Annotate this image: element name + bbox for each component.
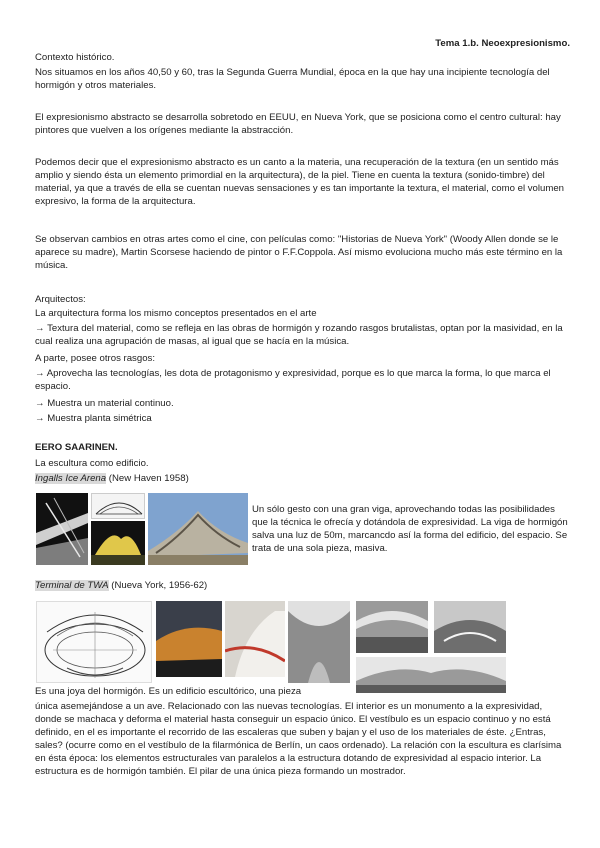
twa-interior-photo-2 — [288, 601, 350, 683]
twa-description-body: única asemejándose a un ave. Relacionado con las nuevas tecnologías. El interior es un monumento a la expresividad, donde se machaca y deforma el material hasta conseguir un espacio único. El vestíbulo es un espacio continuo y no está definido, en el es importante el recorrido de las escaleras que suben y bajan y el uso de los materiales de éste. ¿Entras, sales? (ocurre como en el vestíbulo de la filarmónica de Berlín, un caos ordenado). La relación con la escultura es clarísima en ésta época: los elementos estructurales van paralelos a la estructura dotando de expresividad al espacio interior. La estructura es de hormigón también. El pilar de una única pieza formando un mostrador. — [35, 701, 562, 777]
ingalls-drawing — [91, 493, 145, 519]
context-heading: Contexto histórico. — [35, 52, 115, 63]
twa-dusk-photo — [156, 601, 222, 677]
context-paragraph-1: Nos situamos en los años 40,50 y 60, tras la Segunda Guerra Mundial, época en la que hay una incipiente tecnología del hormigón y otros materiales. — [35, 67, 550, 91]
ingalls-name: Ingalls Ice Arena — [35, 473, 107, 484]
architects-line-5: → Muestra un material continuo. — [35, 398, 174, 409]
ingalls-title — [35, 472, 570, 485]
ingalls-description: Un sólo gesto con una gran viga, aprovechando todas las posibilidades que la técnica le ofrecía y dotándola de expresividad. La viga de hormigón salva una luz de 50m, marcancdo así la forma del edificio, del espacio. Se trata de una sola pieza, masiva. — [252, 504, 568, 554]
architects-heading: Arquitectos: — [35, 294, 86, 305]
ingalls-exterior-photo — [148, 493, 248, 565]
architects-line-3: A parte, posee otros rasgos: — [35, 353, 155, 364]
twa-interior-photo-3 — [356, 601, 428, 653]
ingalls-photo-interior — [36, 493, 88, 565]
architects-line-1: La arquitectura forma los mismo conceptos presentados en el arte — [35, 308, 317, 319]
ingalls-night-photo — [91, 521, 145, 565]
architects-line-6: → Muestra planta simétrica — [35, 413, 152, 424]
twa-title — [35, 579, 570, 592]
twa-exterior-panorama — [356, 657, 506, 693]
saarinen-subtitle: La escultura como edificio. — [35, 458, 149, 469]
twa-plan-drawing — [36, 601, 152, 683]
context-paragraph-2: El expresionismo abstracto se desarrolla sobretodo en EEUU, en Nueva York, que se posiciona como el centro cultural: hay pintores que vuelven a los orígenes mediante la abstracción. — [35, 112, 561, 136]
twa-name: Terminal de TWA — [35, 580, 109, 591]
architects-line-2: → Textura del material, como se refleja en las obras de hormigón y rozando rasgos brutalistas, optan por la masividad, en la cual realiza una agrupación de masas, al igual que se hacía en la música. — [35, 323, 563, 347]
context-paragraph-4: Se observan cambios en otras artes como el cine, con películas como: "Historias de Nueva York" (Woody Allen donde se le aparece su madre), Martin Scorsese haciendo de pintor o F.F.Coppola. Así mismo evoluciona mucho más este término en la música. — [35, 234, 563, 271]
twa-interior-photo-4 — [434, 601, 506, 653]
saarinen-name: EERO SAARINEN. — [35, 442, 118, 453]
twa-description-line-1: Es una joya del hormigón. Es un edificio escultórico, una pieza — [35, 686, 302, 697]
architects-line-4: → Aprovecha las tecnologías, les dota de protagonismo y expresividad, porque es lo que marca la forma, lo que marca el espacio. — [35, 368, 551, 392]
twa-place: (Nueva York, 1956-62) — [108, 580, 208, 591]
twa-interior-photo-1 — [225, 601, 285, 677]
page-header-title: Tema 1.b. Neoexpresionismo. — [435, 38, 570, 49]
context-paragraph-3: Podemos decir que el expresionismo abstracto es un canto a la materia, una recuperación de la textura (en un sentido más amplio y siendo ésta un elemento primordial en la arquitectura), de la piel. Tiene en cuenta la textura (sonido-timbre) del material, ya que a través de ella se cuentan nuevas sensaciones y es tan importante la textura, el material, como el volumen expresivo, la forma de la arquitectura. — [35, 157, 565, 207]
ingalls-place: (New Haven 1958) — [106, 473, 189, 484]
